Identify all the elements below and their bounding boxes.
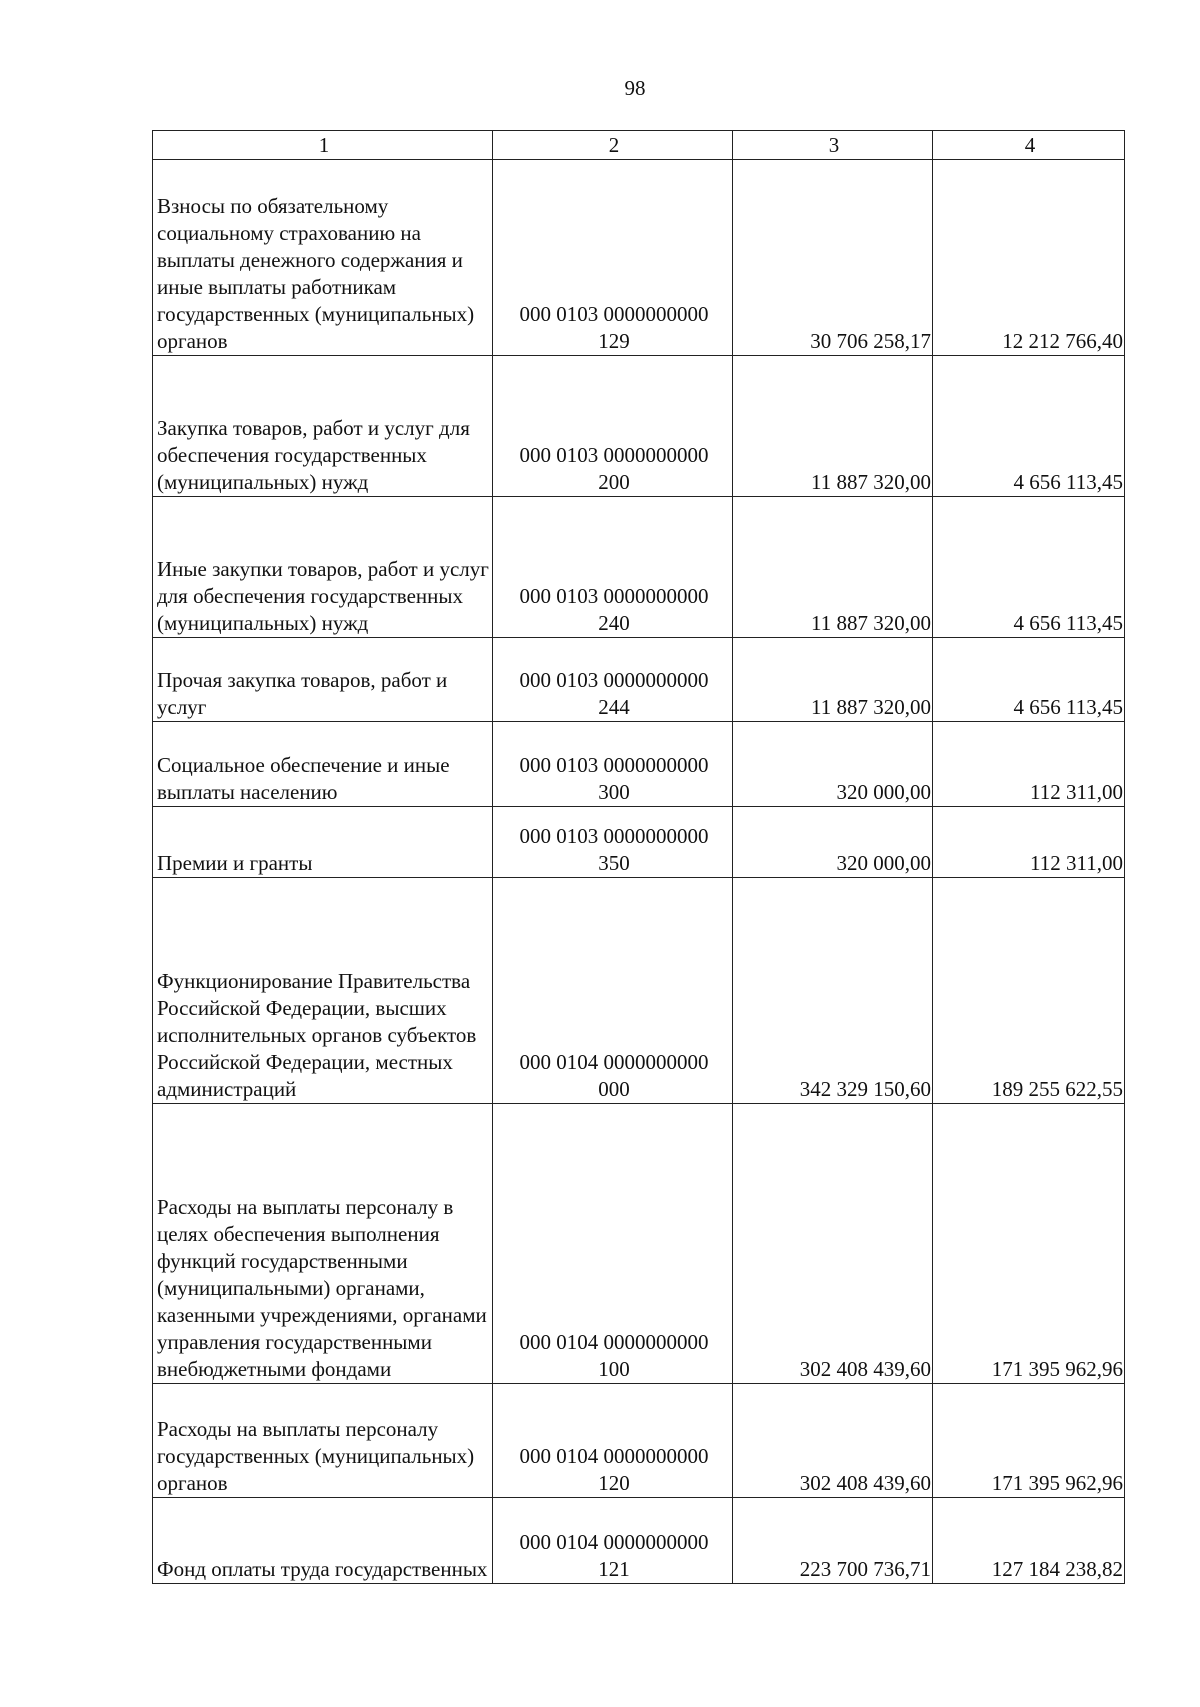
column-header-2: 2 [493,131,733,160]
row-code [493,160,733,356]
table-row [153,356,1125,497]
column-header-1: 1 [153,131,493,160]
amount-col4: 171 395 962,96 [933,1104,1125,1384]
row-code [493,722,733,807]
amount-col3: 320 000,00 [733,807,933,878]
row-name: Прочая закупка товаров, работ и услуг [153,638,493,722]
code-suffix: 129 [598,329,630,353]
row-code [493,356,733,497]
amount-col3: 11 887 320,00 [733,497,933,638]
row-name: Функционирование Правительства Российской Федерации, высших исполнительных органов субъектов Российской Федерации, местных администраций [153,878,493,1104]
code-prefix: 000 0103 0000000000 [519,302,709,326]
row-name: Премии и гранты [153,807,493,878]
budget-table [152,130,1125,1584]
table-row [153,1104,1125,1384]
code-prefix: 000 0103 0000000000 [519,584,709,608]
code-suffix: 120 [598,1471,630,1495]
amount-col4: 4 656 113,45 [933,497,1125,638]
amount-col3: 30 706 258,17 [733,160,933,356]
table-row [153,807,1125,878]
row-code [493,878,733,1104]
amount-col3: 342 329 150,60 [733,878,933,1104]
amount-col3: 223 700 736,71 [733,1498,933,1584]
code-prefix: 000 0104 0000000000 [519,1444,709,1468]
row-code [493,1498,733,1584]
code-prefix: 000 0103 0000000000 [519,668,709,692]
code-prefix: 000 0104 0000000000 [519,1330,709,1354]
amount-col4: 112 311,00 [933,807,1125,878]
amount-col4: 171 395 962,96 [933,1384,1125,1498]
column-header-3: 3 [733,131,933,160]
row-code [493,638,733,722]
code-prefix: 000 0104 0000000000 [519,1530,709,1554]
amount-col3: 302 408 439,60 [733,1104,933,1384]
table-row [153,1384,1125,1498]
table-row [153,638,1125,722]
row-code [493,1104,733,1384]
column-header-4: 4 [933,131,1125,160]
row-code [493,807,733,878]
row-code [493,1384,733,1498]
code-suffix: 300 [598,780,630,804]
code-suffix: 240 [598,611,630,635]
amount-col4: 4 656 113,45 [933,638,1125,722]
table-row [153,878,1125,1104]
code-suffix: 200 [598,470,630,494]
amount-col4: 4 656 113,45 [933,356,1125,497]
amount-col3: 11 887 320,00 [733,638,933,722]
code-prefix: 000 0103 0000000000 [519,824,709,848]
page-number: 98 [624,76,646,100]
code-suffix: 350 [598,851,630,875]
amount-col4: 112 311,00 [933,722,1125,807]
table-row [153,722,1125,807]
amount-col3: 11 887 320,00 [733,356,933,497]
amount-col3: 302 408 439,60 [733,1384,933,1498]
amount-col4: 189 255 622,55 [933,878,1125,1104]
amount-col3: 320 000,00 [733,722,933,807]
code-suffix: 244 [598,695,630,719]
row-code [493,497,733,638]
row-name: Расходы на выплаты персоналу в целях обеспечения выполнения функций государственными (муниципальными) органами, казенными учреждениями, органами управления государственными внебюджетными фондами [153,1104,493,1384]
table-row [153,497,1125,638]
amount-col4: 127 184 238,82 [933,1498,1125,1584]
code-suffix: 121 [598,1557,630,1581]
table-header-row [153,131,1125,160]
row-name: Расходы на выплаты персоналу государственных (муниципальных) органов [153,1384,493,1498]
row-name: Фонд оплаты труда государственных [153,1498,493,1584]
code-prefix: 000 0103 0000000000 [519,443,709,467]
code-prefix: 000 0104 0000000000 [519,1050,709,1074]
row-name: Закупка товаров, работ и услуг для обеспечения государственных (муниципальных) нужд [153,356,493,497]
table-row [153,1498,1125,1584]
code-suffix: 000 [598,1077,630,1101]
code-suffix: 100 [598,1357,630,1381]
row-name: Иные закупки товаров, работ и услуг для обеспечения государственных (муниципальных) нужд [153,497,493,638]
row-name: Взносы по обязательному социальному страхованию на выплаты денежного содержания и иные выплаты работникам государственных (муниципальных) органов [153,160,493,356]
row-name: Социальное обеспечение и иные выплаты населению [153,722,493,807]
code-prefix: 000 0103 0000000000 [519,753,709,777]
amount-col4: 12 212 766,40 [933,160,1125,356]
table-row [153,160,1125,356]
